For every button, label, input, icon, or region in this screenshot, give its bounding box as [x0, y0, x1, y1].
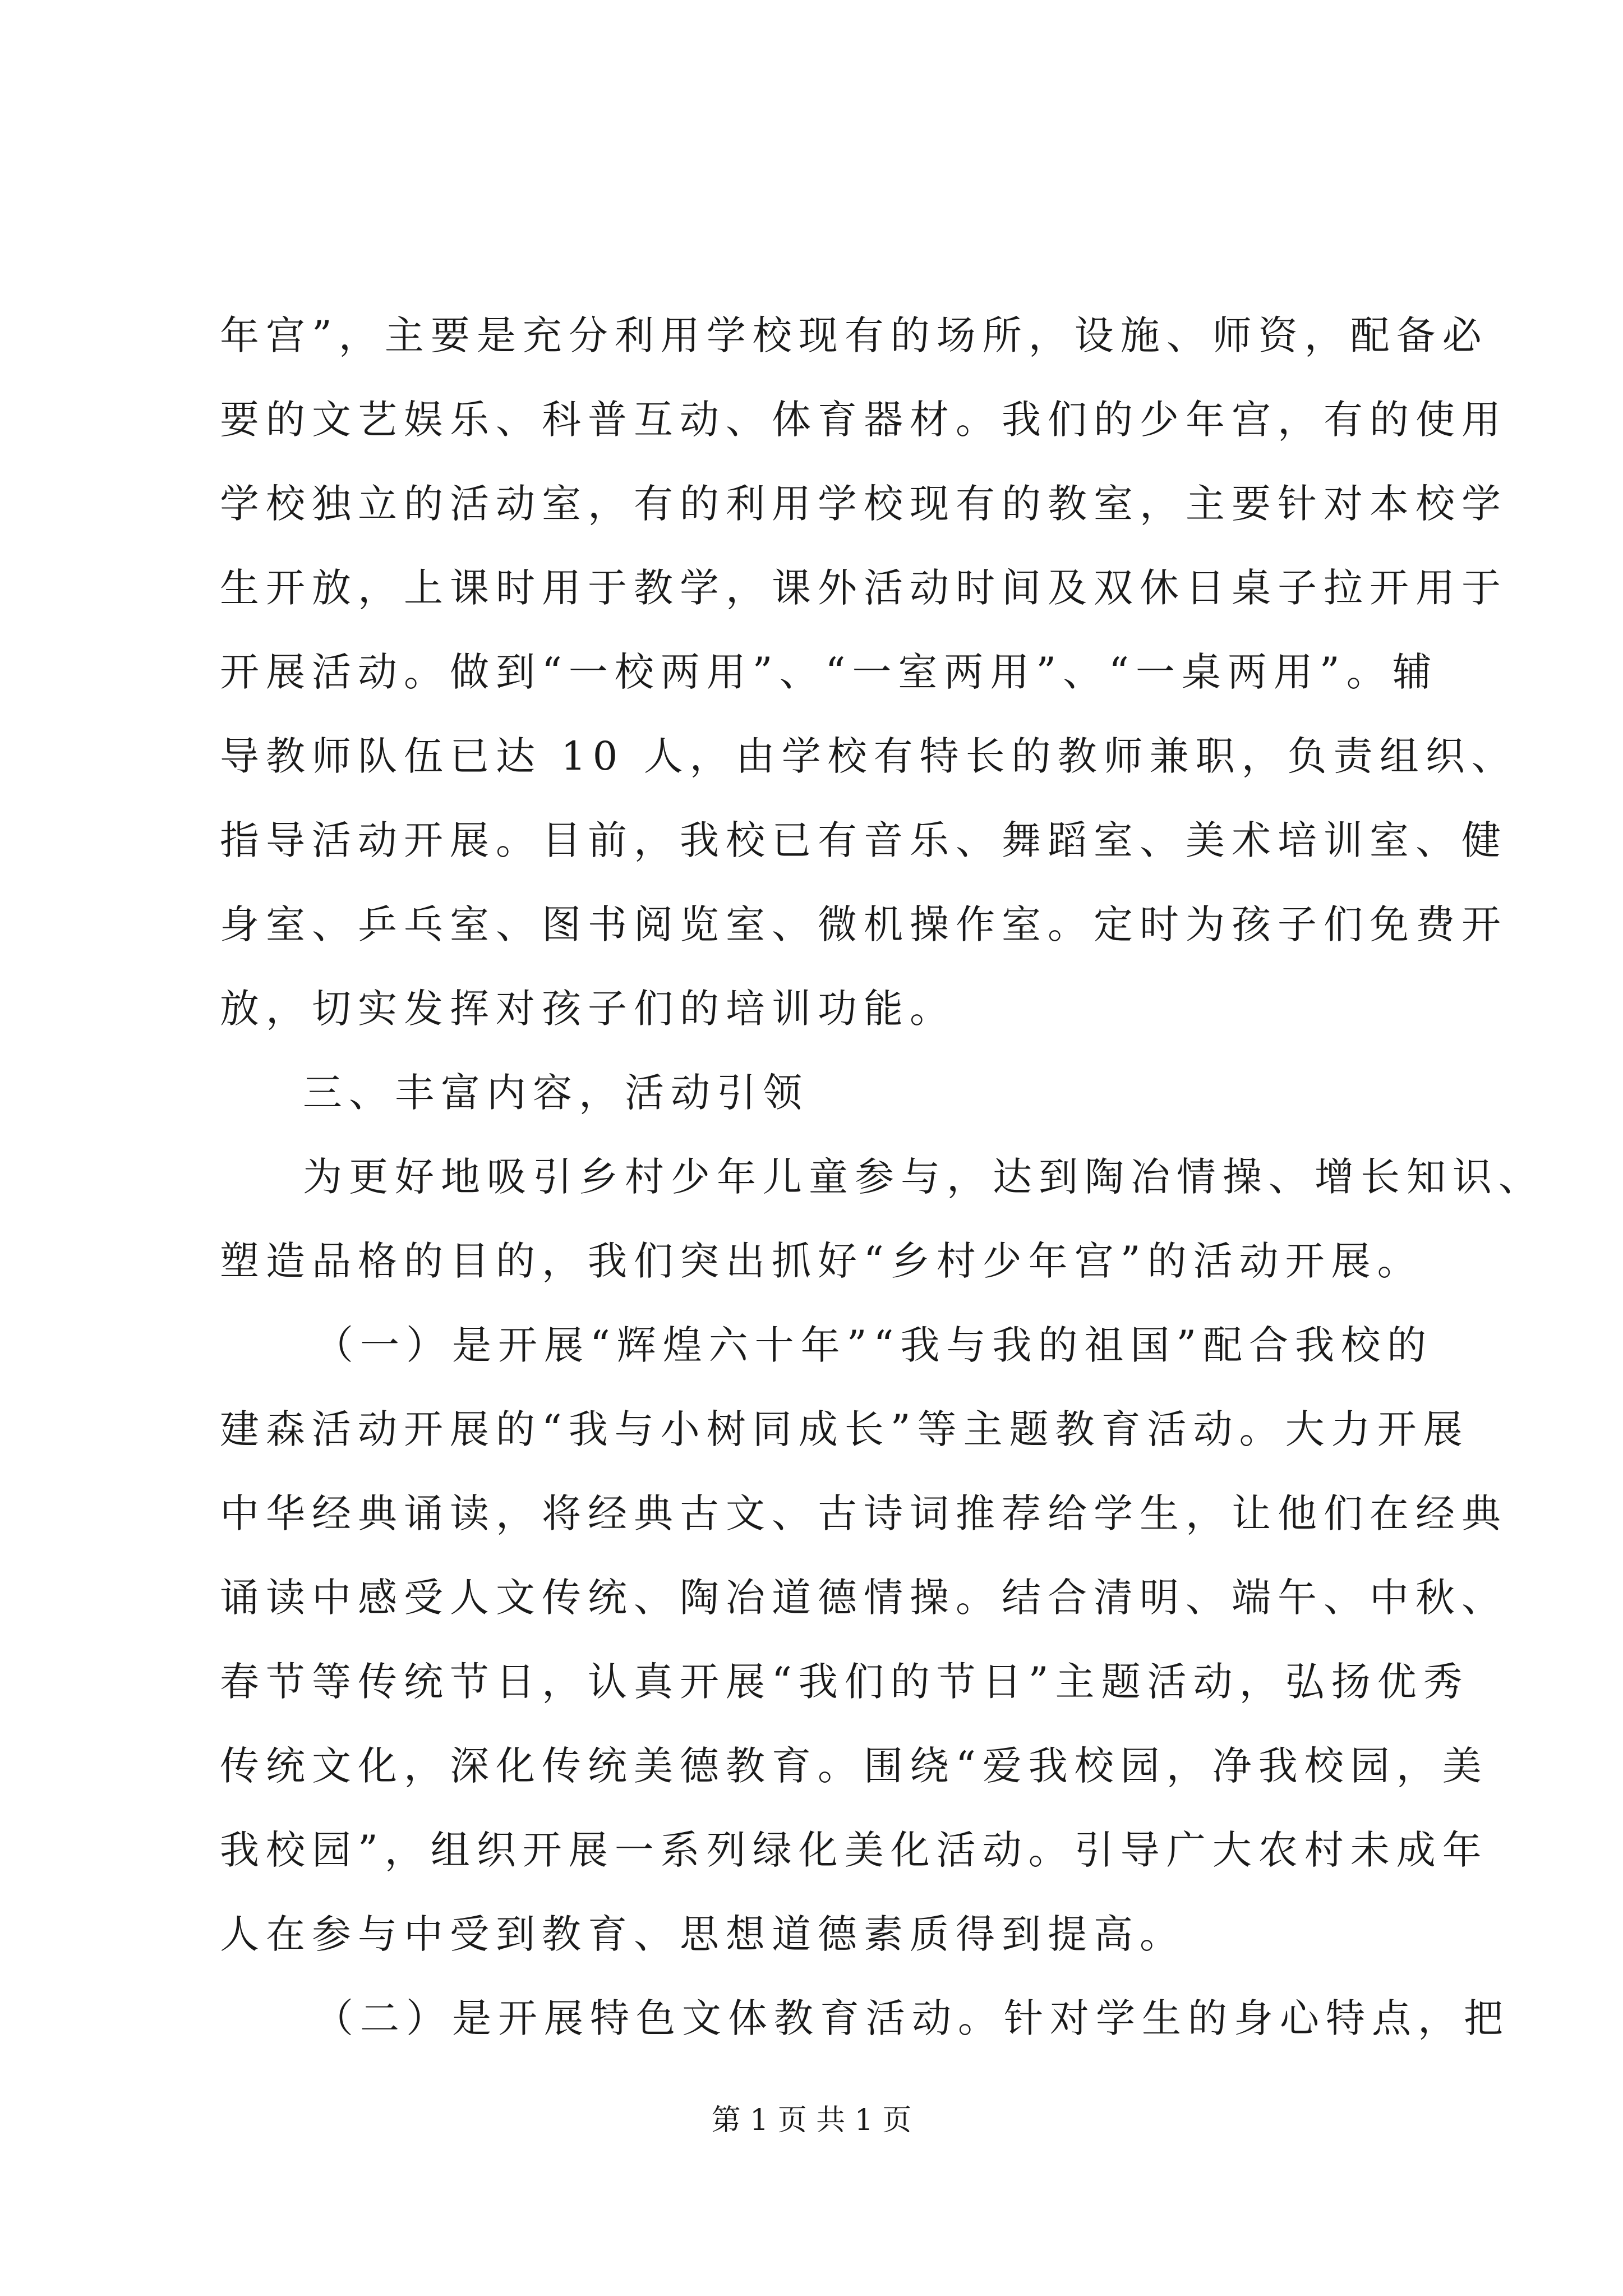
section-heading: 三、丰富内容，活动引领 — [303, 1070, 809, 1116]
paragraph-line: 要的文艺娱乐、科普互动、体育器材。我们的少年宫，有的使用 — [220, 397, 1507, 443]
paragraph-line: 放，切实发挥对孩子们的培训功能。 — [220, 986, 956, 1032]
paragraph-line: （一）是开展“辉煌六十年”“我与我的祖国”配合我校的 — [314, 1322, 1433, 1368]
paragraph-line: 开展活动。做到“一校两用”、“一室两用”、“一桌两用”。辅 — [220, 649, 1438, 695]
paragraph-line: 诵读中感受人文传统、陶冶道德情操。结合清明、端午、中秋、 — [220, 1575, 1507, 1621]
paragraph-line: 指导活动开展。目前，我校已有音乐、舞蹈室、美术培训室、健 — [220, 817, 1507, 863]
paragraph-line: 我校园”，组织开展一系列绿化美化活动。引导广大农村未成年 — [220, 1827, 1488, 1873]
page-footer: 第 1 页 共 1 页 — [711, 2104, 912, 2137]
paragraph-line: 为更好地吸引乡村少年儿童参与，达到陶冶情操、增长知识、 — [303, 1154, 1544, 1200]
paragraph-line: 塑造品格的目的，我们突出抓好“乡村少年宫”的活动开展。 — [220, 1238, 1423, 1284]
paragraph-line: 春节等传统节日，认真开展“我们的节日”主题活动，弘扬优秀 — [220, 1659, 1469, 1705]
paragraph-line: 学校独立的活动室，有的利用学校现有的教室，主要针对本校学 — [220, 481, 1507, 527]
paragraph-line: 传统文化，深化传统美德教育。围绕“爱我校园，净我校园，美 — [220, 1743, 1488, 1789]
paragraph-line: 生开放，上课时用于教学，课外活动时间及双休日桌子拉开用于 — [220, 565, 1507, 611]
paragraph-line: 导教师队伍已达 10 人，由学校有特长的教师兼职，负责组织、 — [220, 733, 1518, 779]
paragraph-line: 年宫”，主要是充分利用学校现有的场所，设施、师资，配备必 — [220, 312, 1488, 358]
paragraph-line: （二）是开展特色文体教育活动。针对学生的身心特点，把 — [314, 1995, 1510, 2041]
paragraph-line: 人在参与中受到教育、思想道德素质得到提高。 — [220, 1911, 1186, 1957]
paragraph-line: 中华经典诵读，将经典古文、古诗词推荐给学生，让他们在经典 — [220, 1490, 1507, 1536]
paragraph-line: 建森活动开展的“我与小树同成长”等主题教育活动。大力开展 — [220, 1406, 1469, 1452]
paragraph-line: 身室、乒乓室、图书阅览室、微机操作室。定时为孩子们免费开 — [220, 901, 1507, 947]
